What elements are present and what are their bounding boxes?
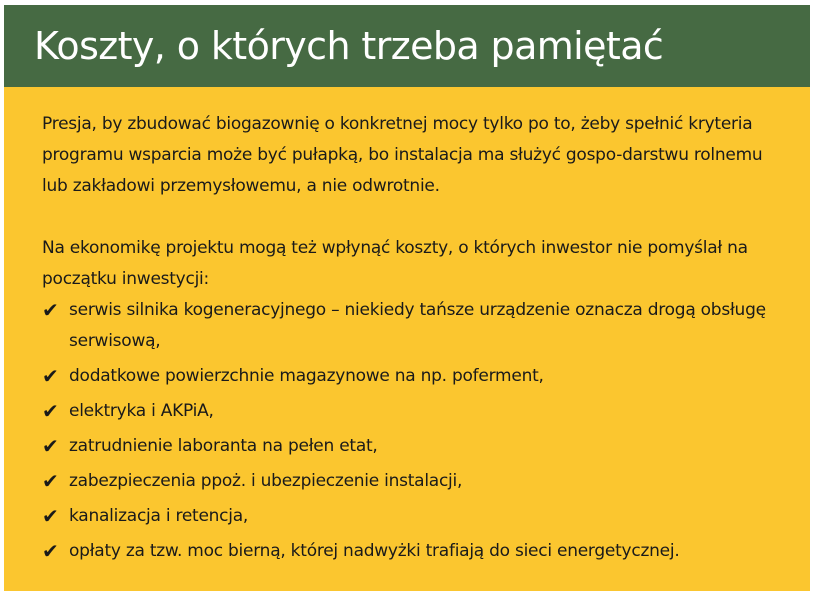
cost-checklist [42, 295, 780, 567]
list-item [42, 536, 780, 567]
check-icon: ✔ [42, 434, 59, 458]
list-item-text: dodatkowe powierzchnie magazynowe na np. poferment, [69, 366, 544, 386]
list-item [42, 431, 780, 462]
check-icon: ✔ [42, 364, 59, 388]
check-icon: ✔ [42, 298, 59, 322]
list-item-text: serwis silnika kogeneracyjnego – niekiedy tańsze urządzenie oznacza drogą obsługę serwisową, [69, 300, 766, 351]
box-content [4, 87, 810, 567]
check-icon: ✔ [42, 539, 59, 563]
list-item [42, 396, 780, 427]
list-item-text: zabezpieczenia ppoż. i ubezpieczenie instalacji, [69, 471, 463, 491]
list-item-text: kanalizacja i retencja, [69, 506, 249, 526]
list-item-text: zatrudnienie laboranta na pełen etat, [69, 436, 378, 456]
paragraph-intro: Presja, by zbudować biogazownię o konkretnej mocy tylko po to, żeby spełnić kryteria programu wsparcia może być pułapką, bo instalacja ma służyć gospo-darstwu rolnemu lub zakładowi przemysłowemu, a nie odwrotnie. [42, 114, 763, 196]
check-icon: ✔ [42, 504, 59, 528]
list-item [42, 295, 780, 357]
check-icon: ✔ [42, 399, 59, 423]
info-box [4, 5, 810, 591]
box-title: Koszty, o których trzeba pamiętać [34, 24, 664, 68]
paragraph-costs: Na ekonomikę projektu mogą też wpłynąć koszty, o których inwestor nie pomyślał na początku inwestycji: [42, 238, 748, 289]
list-item [42, 501, 780, 532]
list-item [42, 466, 780, 497]
list-item-text: elektryka i AKPiA, [69, 401, 214, 421]
check-icon: ✔ [42, 469, 59, 493]
list-item-text: opłaty za tzw. moc bierną, której nadwyżki trafiają do sieci energetycznej. [69, 541, 680, 561]
list-item [42, 361, 780, 392]
box-header [4, 5, 810, 87]
